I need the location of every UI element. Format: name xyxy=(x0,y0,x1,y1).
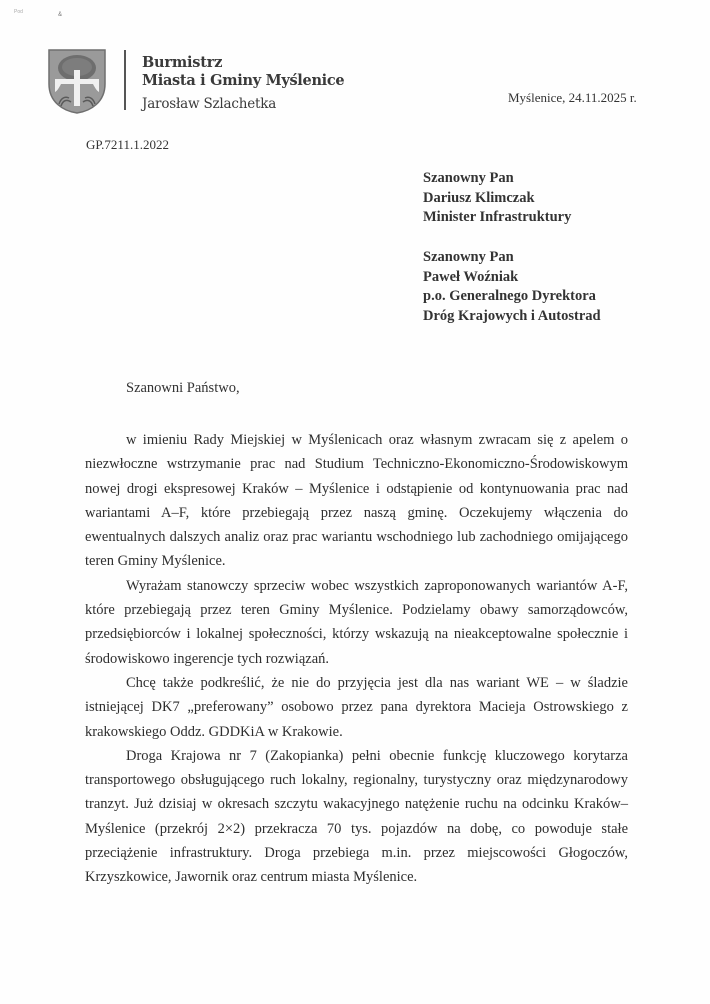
addressee-line: Szanowny Pan xyxy=(423,170,514,186)
letterhead-divider xyxy=(124,50,126,110)
salutation: Szanowni Państwo, xyxy=(126,380,240,396)
addressee-block xyxy=(423,248,601,326)
letterhead-title: Burmistrz xyxy=(142,54,223,71)
body-paragraph: w imieniu Rady Miejskiej w Myślenicach oraz własnym zwracam się z apelem o niezwłoczne wstrzymanie prac nad Studium Techniczno-Ekonomiczno-Środowiskowym nowej drogi ekspresowej Kraków – Myślenice i odstąpienie od kontynuowania prac nad wariantami A–F, które przebiegają przez naszą gminę. Oczekujemy włączenia do ewentualnych dalszych analiz oraz prac wariantu wschodniego lub zachodniego omijającego teren Gminy Myślenice. xyxy=(85,432,628,570)
scan-mark: & xyxy=(58,12,63,18)
addressee-title: p.o. Generalnego Dyrektora xyxy=(423,288,596,304)
letter-date: Myślenice, 24.11.2025 r. xyxy=(508,90,637,105)
addressee-title: Minister Infrastruktury xyxy=(423,209,572,225)
coat-of-arms-icon xyxy=(47,48,107,114)
body-paragraph: Wyrażam stanowczy sprzeciw wobec wszystkich zaproponowanych wariantów A-F, które przebiegają przez teren Gminy Myślenice. Podzielamy obawy samorządowców, przedsiębiorców i lokalnej społeczności, którzy wskazują na nieakceptowalne społecznie i środowiskowo ingerencje tych rozwiązań. xyxy=(85,577,628,667)
letter-body xyxy=(85,428,628,890)
addressee-name: Dariusz Klimczak xyxy=(423,189,535,206)
addressee-title: Dróg Krajowych i Autostrad xyxy=(423,307,601,324)
addressee-name: Paweł Woźniak xyxy=(423,268,519,285)
letterhead xyxy=(142,54,344,113)
addressee-block xyxy=(423,169,571,228)
addressee-line: Szanowny Pan xyxy=(423,249,514,265)
body-paragraph: Droga Krajowa nr 7 (Zakopianka) pełni obecnie funkcję kluczowego korytarza transportowego obsługującego ruch lokalny, regionalny, turystyczny oraz międzynarodowy tranzyt. Już dzisiaj w okresach szczytu wakacyjnego natężenie ruchu na odcinku Kraków–Myślenice (przekrój 2×2) przekracza 70 tys. pojazdów na dobę, co powoduje stałe przeciążenie infrastruktury. Droga przebiega m.in. przez miejscowości Głogoczów, Krzyszkowice, Jawornik oraz centrum miasta Myślenice. xyxy=(85,747,628,886)
letterhead-subtitle: Miasta i Gminy Myślenice xyxy=(142,72,345,89)
mayor-name: Jarosław Szlachetka xyxy=(142,96,277,112)
scan-mark: Pod xyxy=(14,9,23,15)
reference-number: GP.7211.1.2022 xyxy=(86,137,169,152)
body-paragraph: Chcę także podkreślić, że nie do przyjęcia jest dla nas wariant WE – w śladzie istniejącej DK7 „preferowany” osobowo przez pana dyrektora Macieja Ostrowskiego z krakowskiego Oddz. GDDKiA w Krakowie. xyxy=(85,674,628,740)
